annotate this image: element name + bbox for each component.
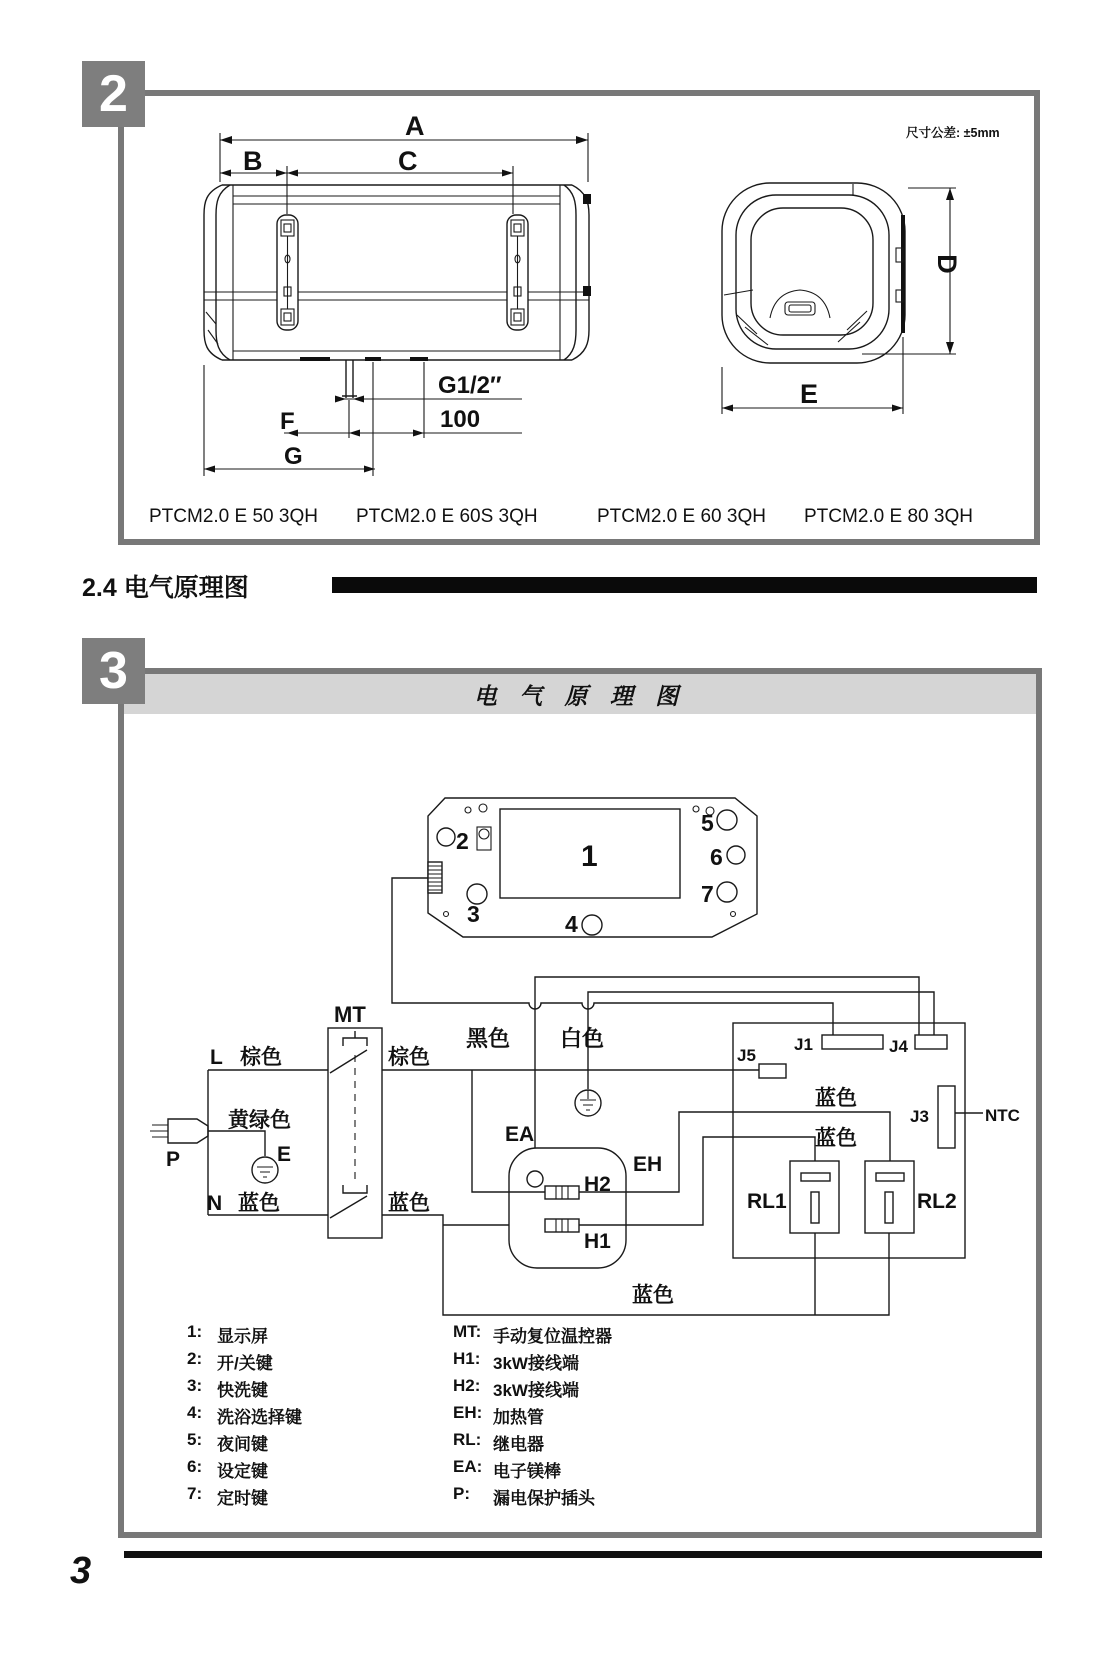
label-l: L bbox=[210, 1046, 223, 1069]
legend-key: H2: bbox=[453, 1376, 481, 1395]
label-rl2: RL2 bbox=[917, 1190, 957, 1213]
mount-bracket-right bbox=[507, 215, 528, 330]
legend-value: 漏电保护插头 bbox=[493, 1489, 595, 1508]
model-name-1: PTCM2.0 E 50 3QH bbox=[149, 506, 318, 527]
label-blue-mid: 蓝色 bbox=[815, 1127, 857, 1150]
dimension-lines-endview bbox=[722, 188, 962, 414]
label-rl1: RL1 bbox=[747, 1190, 787, 1213]
label-blue-bottom: 蓝色 bbox=[632, 1284, 674, 1307]
legend-key: P: bbox=[453, 1484, 470, 1503]
legend-key: 3: bbox=[187, 1376, 203, 1395]
tank-side-view bbox=[204, 185, 591, 398]
ground-symbol-e bbox=[252, 1157, 278, 1183]
dim-c-label: C bbox=[398, 146, 418, 176]
legend-value: 快洗键 bbox=[217, 1381, 268, 1400]
mount-bracket-left bbox=[277, 215, 298, 330]
label-blue-top: 蓝色 bbox=[815, 1087, 857, 1110]
dim-d-label: D bbox=[932, 254, 962, 274]
board-num-3: 3 bbox=[467, 901, 480, 927]
figure3-badge: 3 bbox=[82, 638, 145, 704]
label-j1: J1 bbox=[794, 1035, 813, 1054]
heading-bar bbox=[332, 577, 1037, 593]
figure2-technical-drawing bbox=[124, 96, 1034, 539]
legend-value: 定时键 bbox=[217, 1489, 268, 1508]
model-name-4: PTCM2.0 E 80 3QH bbox=[804, 506, 973, 527]
legend-value: 3kW接线端 bbox=[493, 1381, 579, 1400]
dimension-lines-bottom bbox=[204, 362, 522, 476]
board-num-5: 5 bbox=[701, 810, 714, 836]
figure3-titlebar bbox=[124, 674, 1036, 714]
legend-key: 7: bbox=[187, 1484, 203, 1503]
legend-value: 继电器 bbox=[493, 1435, 544, 1454]
thermostat-mt bbox=[328, 1028, 382, 1238]
legend-value: 3kW接线端 bbox=[493, 1354, 579, 1373]
legend-key: 2: bbox=[187, 1349, 203, 1368]
legend-key: EH: bbox=[453, 1403, 483, 1422]
label-blue-right: 蓝色 bbox=[388, 1192, 430, 1215]
board-num-1: 1 bbox=[581, 840, 598, 873]
label-p: P bbox=[166, 1148, 181, 1171]
label-h2: H2 bbox=[584, 1173, 611, 1196]
legend-key: MT: bbox=[453, 1322, 482, 1341]
label-yellow-green: 黄绿色 bbox=[228, 1109, 291, 1132]
board-num-4: 4 bbox=[565, 911, 578, 937]
section-heading: 2.4 电气原理图 bbox=[82, 574, 249, 602]
figure2-badge: 2 bbox=[82, 61, 145, 127]
board-num-7: 7 bbox=[701, 881, 714, 907]
dim-a-label: A bbox=[405, 111, 425, 141]
label-brown-left: 棕色 bbox=[240, 1046, 282, 1069]
label-n: N bbox=[207, 1192, 223, 1215]
plug-body bbox=[168, 1119, 208, 1143]
dim-b-label: B bbox=[243, 146, 263, 176]
relay-rl2 bbox=[865, 1161, 914, 1233]
footer-line bbox=[124, 1551, 1042, 1558]
connector-j5 bbox=[759, 1064, 786, 1078]
label-white: 白色 bbox=[560, 1026, 605, 1051]
pipe-distance-label: 100 bbox=[440, 406, 481, 433]
legend-value: 夜间键 bbox=[217, 1435, 268, 1454]
ground-symbol-white bbox=[575, 1090, 601, 1116]
connector-j3 bbox=[938, 1086, 955, 1148]
dim-e-label: E bbox=[800, 379, 819, 409]
model-name-2: PTCM2.0 E 60S 3QH bbox=[356, 506, 538, 527]
pcb-board bbox=[733, 1023, 983, 1258]
label-eh: EH bbox=[633, 1153, 663, 1176]
cap-tab-top bbox=[583, 194, 591, 204]
dim-f-label: F bbox=[280, 408, 295, 435]
model-name-3: PTCM2.0 E 60 3QH bbox=[597, 506, 766, 527]
board-num-6: 6 bbox=[710, 844, 723, 870]
legend-value: 加热管 bbox=[493, 1408, 544, 1427]
label-black: 黑色 bbox=[466, 1026, 511, 1051]
legend-key: H1: bbox=[453, 1349, 481, 1368]
legend-key: RL: bbox=[453, 1430, 482, 1449]
legend-value: 洗浴选择键 bbox=[217, 1408, 302, 1427]
legend-key: EA: bbox=[453, 1457, 483, 1476]
legend-value: 设定键 bbox=[217, 1462, 268, 1481]
connector-j1 bbox=[822, 1035, 883, 1049]
label-e: E bbox=[277, 1143, 292, 1166]
tolerance-note: 尺寸公差: ±5mm bbox=[906, 126, 1000, 140]
label-j3: J3 bbox=[910, 1107, 929, 1126]
anode-point bbox=[527, 1171, 543, 1187]
label-j4: J4 bbox=[889, 1037, 908, 1056]
legend-key: 1: bbox=[187, 1322, 203, 1341]
legend-value: 电子镁棒 bbox=[493, 1462, 561, 1481]
legend-value: 开/关键 bbox=[217, 1354, 273, 1373]
figure3-title: 电 气 原 理 图 bbox=[473, 682, 687, 709]
label-h1: H1 bbox=[584, 1230, 611, 1253]
board-num-2: 2 bbox=[456, 828, 469, 854]
legend-key: 6: bbox=[187, 1457, 203, 1476]
page-number: 3 bbox=[70, 1550, 92, 1592]
control-board bbox=[428, 798, 757, 937]
label-ntc: NTC bbox=[985, 1106, 1020, 1125]
thread-label: G1/2″ bbox=[438, 372, 502, 399]
label-blue-left: 蓝色 bbox=[238, 1192, 280, 1215]
dimension-lines-top bbox=[220, 111, 588, 214]
legend-key: 5: bbox=[187, 1430, 203, 1449]
dim-g-label: G bbox=[284, 443, 303, 470]
legend-value: 显示屏 bbox=[217, 1327, 268, 1346]
label-brown-right: 棕色 bbox=[388, 1046, 430, 1069]
label-mt: MT bbox=[334, 1002, 366, 1027]
cap-tab-mid bbox=[583, 286, 591, 296]
label-j5: J5 bbox=[737, 1046, 756, 1065]
tank-end-view bbox=[722, 183, 905, 363]
relay-rl1 bbox=[790, 1161, 839, 1233]
legend-key: 4: bbox=[187, 1403, 203, 1422]
legend-value: 手动复位温控器 bbox=[493, 1327, 612, 1346]
label-ea: EA bbox=[505, 1123, 535, 1146]
connector-j4 bbox=[915, 1035, 947, 1049]
